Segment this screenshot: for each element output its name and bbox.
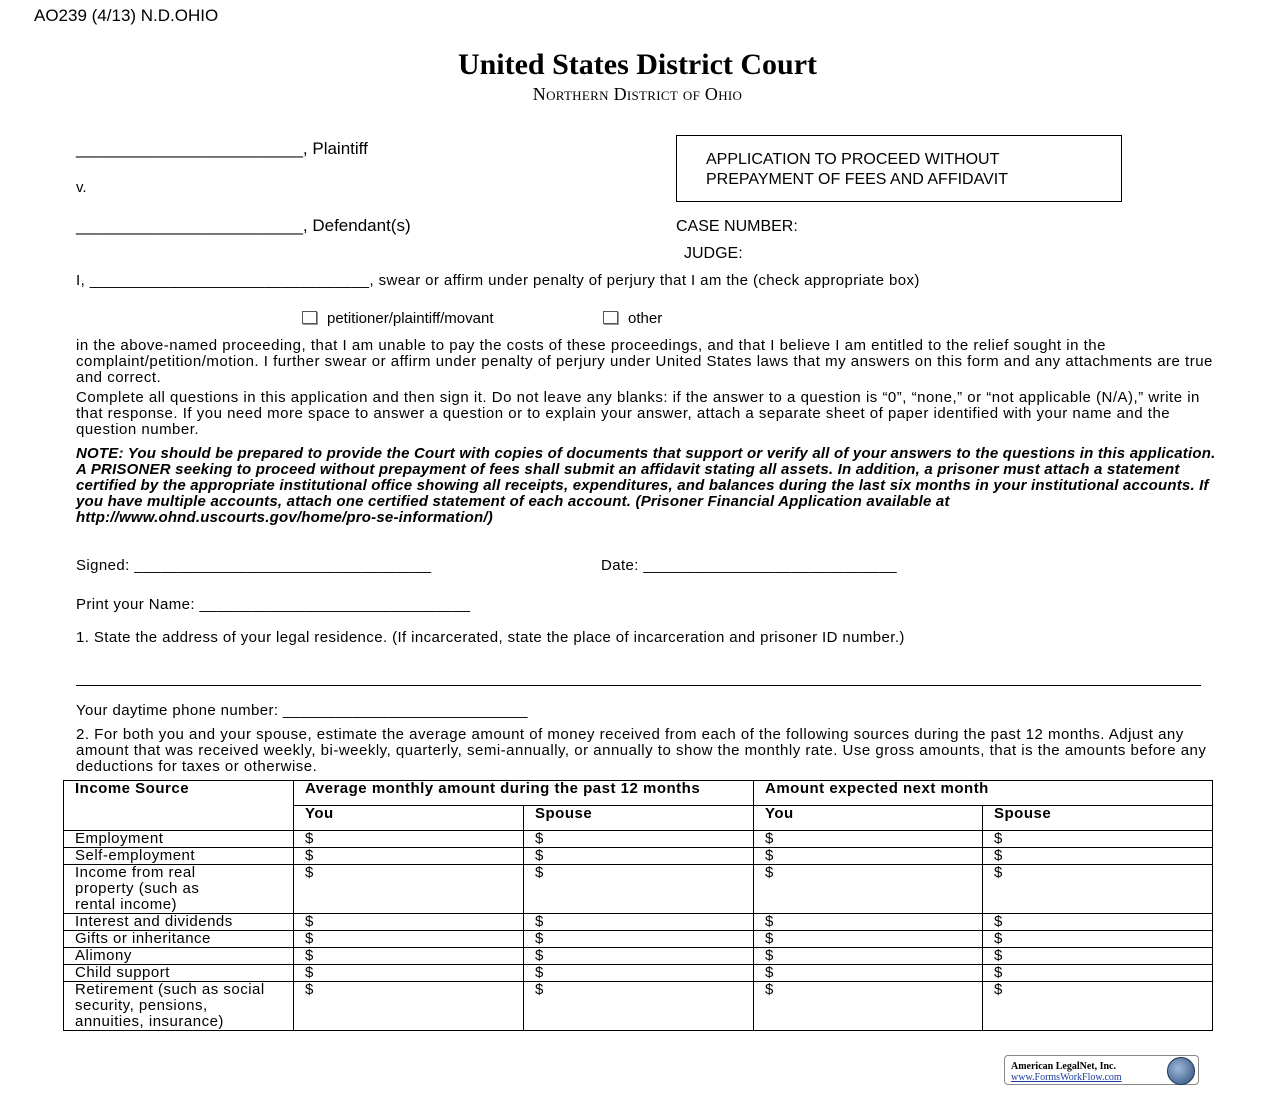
date-line[interactable]: Date: _____________________________ xyxy=(601,557,897,574)
application-title-line1: APPLICATION TO PROCEED WITHOUT xyxy=(706,151,1000,168)
table-row xyxy=(64,831,1213,848)
print-name-line[interactable]: Print your Name: _______________________________ xyxy=(76,596,471,613)
header-income-source: Income Source xyxy=(64,781,294,831)
income-source-label: Child support xyxy=(64,965,294,982)
income-source-label: Self-employment xyxy=(64,848,294,865)
amount-cell[interactable]: $ xyxy=(294,831,524,848)
amount-cell[interactable]: $ xyxy=(983,931,1213,948)
amount-cell[interactable]: $ xyxy=(754,965,983,982)
amount-cell[interactable]: $ xyxy=(754,865,983,914)
table-row xyxy=(64,931,1213,948)
amount-cell[interactable]: $ xyxy=(524,914,754,931)
income-source-label: Interest and dividends xyxy=(64,914,294,931)
subheader-you: You xyxy=(754,806,983,831)
table-row xyxy=(64,865,1213,914)
table-row xyxy=(64,914,1213,931)
publisher-logo[interactable] xyxy=(1004,1055,1199,1085)
table-row xyxy=(64,965,1213,982)
address-answer-line[interactable] xyxy=(76,685,1201,686)
versus-label: v. xyxy=(76,179,87,196)
logo-company-name: American LegalNet, Inc. xyxy=(1011,1061,1116,1072)
amount-cell[interactable]: $ xyxy=(983,914,1213,931)
amount-cell[interactable]: $ xyxy=(983,831,1213,848)
option-petitioner-label: petitioner/plaintiff/movant xyxy=(327,310,494,327)
judge-label: JUDGE: xyxy=(684,245,743,262)
signed-line[interactable]: Signed: __________________________________ xyxy=(76,557,432,574)
defendant-line[interactable]: ________________________, Defendant(s) xyxy=(76,216,411,235)
checkbox-option-petitioner[interactable] xyxy=(302,310,494,327)
amount-cell[interactable]: $ xyxy=(524,931,754,948)
amount-cell[interactable]: $ xyxy=(294,931,524,948)
logo-website-link[interactable]: www.FormsWorkFlow.com xyxy=(1011,1072,1122,1083)
district-name: Northern District of Ohio xyxy=(532,84,743,104)
affirmation-line: I, ________________________________, swear or affirm under penalty of perjury that I am the (check appropriate box) xyxy=(76,272,920,289)
income-table xyxy=(63,780,1213,1031)
income-source-label: Alimony xyxy=(64,948,294,965)
table-header-row xyxy=(64,781,1213,806)
amount-cell[interactable]: $ xyxy=(754,982,983,1031)
table-row xyxy=(64,982,1213,1031)
table-row xyxy=(64,948,1213,965)
amount-cell[interactable]: $ xyxy=(524,948,754,965)
income-source-label: Gifts or inheritance xyxy=(64,931,294,948)
income-source-label: Retirement (such as social security, pensions, annuities, insurance) xyxy=(64,982,294,1031)
table-row xyxy=(64,848,1213,865)
globe-icon xyxy=(1167,1057,1195,1085)
amount-cell[interactable]: $ xyxy=(294,982,524,1031)
amount-cell[interactable]: $ xyxy=(524,865,754,914)
amount-cell[interactable]: $ xyxy=(983,948,1213,965)
amount-cell[interactable]: $ xyxy=(294,848,524,865)
case-number-label: CASE NUMBER: xyxy=(676,218,798,235)
affirmation-paragraph: in the above-named proceeding, that I am unable to pay the costs of these proceedings, and that I believe I am entitled to the relief sought in the complaint/petition/motion. I further swear or affirm under penalty of perjury under United States laws that my answers on this form and any attachments are true and correct. xyxy=(76,337,1213,386)
amount-cell[interactable]: $ xyxy=(983,982,1213,1031)
note-paragraph: NOTE: You should be prepared to provide the Court with copies of documents that support or verify all of your answers to the questions in this application. A PRISONER seeking to proceed without prepayment of fees shall submit an affidavit stating all assets. In addition, a prisoner must attach a statement certified by the appropriate institutional office showing all receipts, expenditures, and balances during the last six months in your institutional accounts. If you have multiple accounts, attach one certified statement of each account. (Prisoner Financial Application available at http://www.ohnd.uscourts.gov/home/pro-se-information/) xyxy=(76,445,1216,526)
subheader-you: You xyxy=(294,806,524,831)
amount-cell[interactable]: $ xyxy=(983,848,1213,865)
amount-cell[interactable]: $ xyxy=(294,865,524,914)
amount-cell[interactable]: $ xyxy=(754,848,983,865)
checkbox-icon[interactable] xyxy=(302,311,317,324)
form-id: AO239 (4/13) N.D.OHIO xyxy=(34,6,219,25)
amount-cell[interactable]: $ xyxy=(524,982,754,1031)
amount-cell[interactable]: $ xyxy=(294,914,524,931)
question-2: 2. For both you and your spouse, estimate the average amount of money received from each of the following sources during the past 12 months. Adjust any amount that was received weekly, bi-weekly, quarterly, semi-annually, or annually to show the monthly rate. Use gross amounts, that is the amounts before any deductions for taxes or otherwise. xyxy=(76,726,1207,775)
plaintiff-line[interactable]: ________________________, Plaintiff xyxy=(76,139,368,158)
amount-cell[interactable]: $ xyxy=(524,965,754,982)
application-title-line2: PREPAYMENT OF FEES AND AFFIDAVIT xyxy=(706,171,1008,188)
amount-cell[interactable]: $ xyxy=(294,965,524,982)
amount-cell[interactable]: $ xyxy=(754,931,983,948)
question-1: 1. State the address of your legal residence. (If incarcerated, state the place of incarceration and prisoner ID number.) xyxy=(76,629,905,646)
amount-cell[interactable]: $ xyxy=(754,914,983,931)
instructions-paragraph: Complete all questions in this application and then sign it. Do not leave any blanks: if the answer to a question is “0”, “none,” or “not applicable (N/A),” write in that response. If you need more space to answer a question or to explain your answer, attach a separate sheet of paper identified with your name and the question number. xyxy=(76,389,1200,438)
amount-cell[interactable]: $ xyxy=(294,948,524,965)
application-title-box xyxy=(676,135,1122,202)
amount-cell[interactable]: $ xyxy=(524,848,754,865)
checkbox-icon[interactable] xyxy=(603,311,618,324)
header-expected-next-month: Amount expected next month xyxy=(754,781,1213,806)
checkbox-option-other[interactable] xyxy=(603,310,662,327)
court-title: United States District Court xyxy=(457,48,818,81)
header-average-monthly: Average monthly amount during the past 12 months xyxy=(294,781,754,806)
amount-cell[interactable]: $ xyxy=(983,865,1213,914)
subheader-spouse: Spouse xyxy=(524,806,754,831)
phone-line[interactable]: Your daytime phone number: ____________________________ xyxy=(76,702,528,719)
subheader-spouse: Spouse xyxy=(983,806,1213,831)
option-other-label: other xyxy=(628,310,663,327)
amount-cell[interactable]: $ xyxy=(524,831,754,848)
income-source-label: Employment xyxy=(64,831,294,848)
amount-cell[interactable]: $ xyxy=(754,831,983,848)
amount-cell[interactable]: $ xyxy=(983,965,1213,982)
amount-cell[interactable]: $ xyxy=(754,948,983,965)
income-source-label: Income from real property (such as rental income) xyxy=(64,865,294,914)
